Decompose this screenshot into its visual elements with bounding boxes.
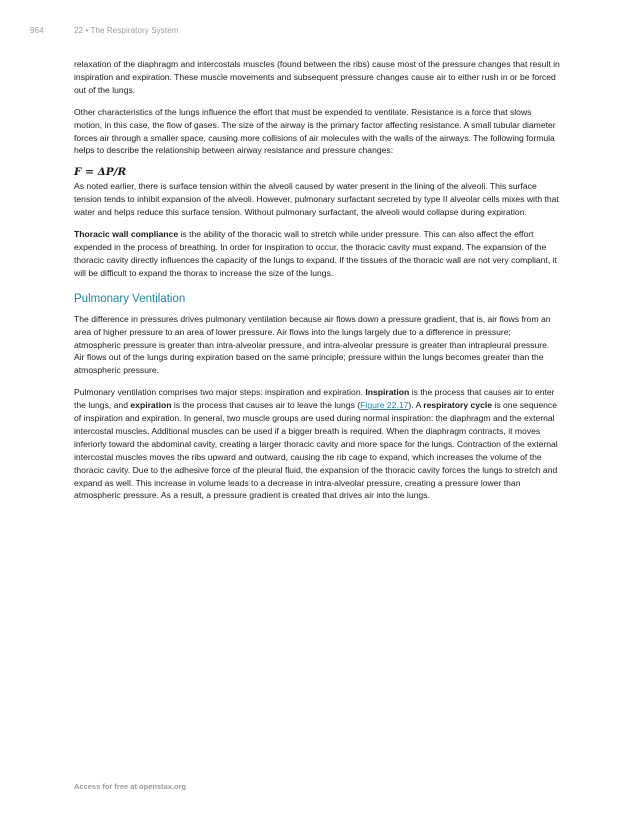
- paragraph-1: relaxation of the diaphragm and intercostals muscles (found between the ribs) cause most of the pressure changes that result in inspiration and expiration. These muscle movements and subsequent pressure changes cause air to either rush in or be forced out of the lungs.: [74, 59, 560, 95]
- running-header: [30, 26, 179, 35]
- section-heading: Pulmonary Ventilation: [74, 292, 186, 305]
- term-inspiration: Inspiration: [365, 387, 410, 398]
- paragraph-3: As noted earlier, there is surface tension within the alveoli caused by water present in the lining of the alveoli. This surface tension tends to inhibit expansion of the alveoli. However, pulmonary surfactant secreted by type II alveolar cells mixes with that water and helps reduce this surface tension. Without pulmonary surfactant, the alveoli would collapse during expiration.: [74, 181, 559, 218]
- paragraph-4-text: is the ability of the thoracic wall to stretch while under pressure. This can also affect the effort expended in the process of breathing. In order for inspiration to occur, the thoracic cavity must expand. The expansion of the thoracic cavity directly influences the capacity of the lungs to expand. If the tissues of the thoracic wall are not very compliant, it will be difficult to expand the thorax to increase the size of the lungs.: [74, 229, 557, 278]
- paragraph-6-text-e: is one sequence of inspiration and expiration. In general, two muscle groups are used during normal inspiration: the diaphragm and the external intercostal muscles. Additional muscles can be used if a bigger breath is required. When the diaphragm contracts, it moves inferiorly toward the abdominal cavity, creating a larger thoracic cavity and more space for the lungs. Contraction of the external intercostal muscles moves the ribs upward and outward, causing the rib cage to expand, which increases the volume of the thoracic cavity. Due to the adhesive force of the pleural fluid, the expansion of the thoracic cavity forces the lungs to stretch and expand as well. This increase in volume leads to a decrease in intra-alveolar pressure, creating a pressure lower than atmospheric pressure. As a result, a pressure gradient is created that drives air into the lungs.: [74, 400, 558, 501]
- footer-access: Access for free at openstax.org: [74, 782, 187, 791]
- resistance-formula: F = ΔP/R: [74, 166, 127, 179]
- paragraph-6-text-b: is the process that causes air to enter the lungs, and: [74, 387, 555, 411]
- paragraph-4: [74, 228, 560, 280]
- paragraph-5: The difference in pressures drives pulmonary ventilation because air flows down a pressure gradient, that is, air flows from an area of higher pressure to an area of lower pressure. Air flows into the lungs largely due to a difference in pressure; atmospheric pressure is greater than intra-alveolar pressure, and intra-alveolar pressure is greater than intrapleural pressure. Air flows out of the lungs during expiration based on the same principle; pressure within the lungs becomes greater than the atmospheric pressure.: [74, 313, 551, 376]
- page-number: 964: [30, 26, 44, 35]
- term-thoracic-wall-compliance: Thoracic wall compliance: [74, 229, 179, 240]
- paragraph-6-text-d: ). A: [408, 400, 424, 411]
- page-content: [74, 58, 560, 511]
- term-respiratory-cycle: respiratory cycle: [423, 400, 493, 411]
- term-expiration: expiration: [130, 400, 172, 411]
- paragraph-6-text-a: Pulmonary ventilation comprises two major steps: inspiration and expiration.: [74, 387, 366, 398]
- paragraph-2: Other characteristics of the lungs influence the effort that must be expended to ventilate. Resistance is a force that slows motion, in this case, the flow of gases. The size of the airway is the primary factor affecting resistance. A small tubular diameter forces air through a smaller space, causing more collisions of air molecules with the walls of the airways. The following formula helps to describe the relationship between airway resistance and pressure changes:: [74, 106, 556, 156]
- chapter-title: 22 • The Respiratory System: [74, 26, 179, 35]
- paragraph-6-text-c: is the process that causes air to leave the lungs (: [171, 400, 361, 411]
- figure-link[interactable]: Figure 22.17: [360, 400, 409, 411]
- paragraph-6: [74, 386, 560, 502]
